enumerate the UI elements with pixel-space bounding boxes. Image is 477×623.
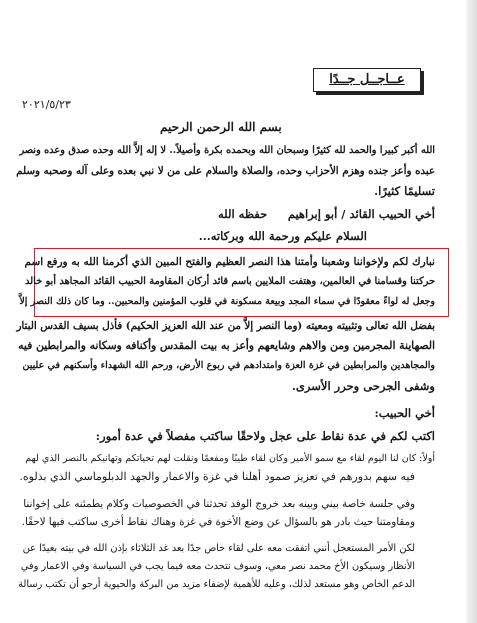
recipient-honorific: حفظه الله: [218, 207, 268, 221]
recipient-name: أخي الحبيب القائد / أبو إبراهيم: [287, 207, 435, 221]
point-1-line-2: فيه سهم بدورهم في تعزيز صمود أهلنا في غزة والاعمار والجهد الدبلوماسي الذي بذلوه.: [19, 470, 415, 483]
urgent-stamp: عــاجــل جــدًا: [313, 68, 421, 92]
point-3-line-3: الدعم الخاص وهو مستعد لذلك، وعليه للأهمية لإضفاء مزيد من البركة والحيوية أرجو أن تكتب رسالة: [18, 579, 415, 590]
continuation-line-4: وشفى الجرحى وحرر الأسرى.: [291, 379, 435, 393]
opening-line-3: تسليمًا كثيرًا.: [374, 184, 435, 198]
continuation-line-2: الصهاينة المجرمين ومن والاهم وشايعهم وأعز به بيت المقدس وأكنافه وسكانه والمرابطين فيه: [18, 339, 435, 352]
point-2-line-2: ومقاومتنا حيث بادر هو بالسؤال عن وضع الأخوة في غزة وهناك نقاط أخرى ساكتب فيها لاحقًا.: [21, 516, 415, 528]
point-1-line-1: أولاً: كان لنا اليوم لقاء مع سمو الأمير وكان لقاء طيبًا ومفعمًا ونقلت لهم تحياتكم وتهانيكم بالنصر الذي لهم: [25, 453, 435, 464]
basmala-heading: بسم الله الرحمن الرحيم: [160, 120, 282, 134]
point-3-line-1: لكن الأمر المستعجل أنني اتفقت معه على لقاء خاص جدًا بعد غد الثلاثاء بإذن الله في بيته بعيدًا عن: [22, 543, 415, 554]
point-2-line-1: وفي جلسة خاصة بيني وبينه بعد خروج الوفد تحدثنا في الخصوصيات وكلام يطمئنه على إخواننا: [23, 498, 415, 510]
letter-date: ٢٠٢١/٥/٢٣: [22, 98, 71, 111]
continuation-line-1: بفضل الله تعالى وتثبيته ومعيته (وما النصر إلاَّ من عند الله العزيز الحكيم) فأذل بسيف القدس البتار: [16, 320, 435, 332]
dear-line: أخي الحبيب:: [374, 406, 435, 420]
intro-line: اكتب لكم في عدة نقاط على عجل ولاحقًا ساكتب مفصلاً في عدة أمور:: [95, 429, 435, 443]
page-gutter-shadow: [466, 0, 477, 623]
greeting-line: السلام عليكم ورحمة الله وبركاته...: [198, 229, 367, 243]
highlighted-line-1: نبارك لكم ولإخواننا وشعبنا وأمتنا هذا النصر العظيم والفتح المبين الذي أكرمنا الله به ورفع اسم: [24, 256, 435, 268]
highlighted-line-2: حركتنا وقسامنا في العالمين، وهتفت الملايين باسم قائد أركان المقاومة الحبيب القائد المجاهد أبو خالد: [25, 276, 435, 287]
continuation-line-3: والمجاهدين والمرابطين في غزة العزة وامتدادهم في ربوع الأرض، ورحم الله الشهداء وأسكنهم في عليين: [22, 360, 435, 371]
point-3-line-2: الأنظار وسيكون الأخ محمد نصر معي، وسوف نتحدث معه فيما يجب في السياسة وفي الاعمار وفي: [20, 561, 415, 572]
opening-line-1: الله أكبر كبيرا والحمد لله كثيرًا وسبحان الله وبحمده بكرة وأصيلاً.. لا إله إلاَّ الله وحده صدق وعده ونصر: [19, 145, 435, 156]
highlighted-line-3: وجعل له لواءً معقودًا في سماء المجد وبيعة مسكونة في قلوب المؤمنين والمحبين.. وما كان ذلك النصر إلاَّ: [19, 296, 435, 307]
opening-line-2: عبده وأعز جنده وهزم الأحزاب وحده، والصلاة والسلام على من لا نبي بعده وعلى آله وصحبه وسلم: [16, 165, 435, 177]
